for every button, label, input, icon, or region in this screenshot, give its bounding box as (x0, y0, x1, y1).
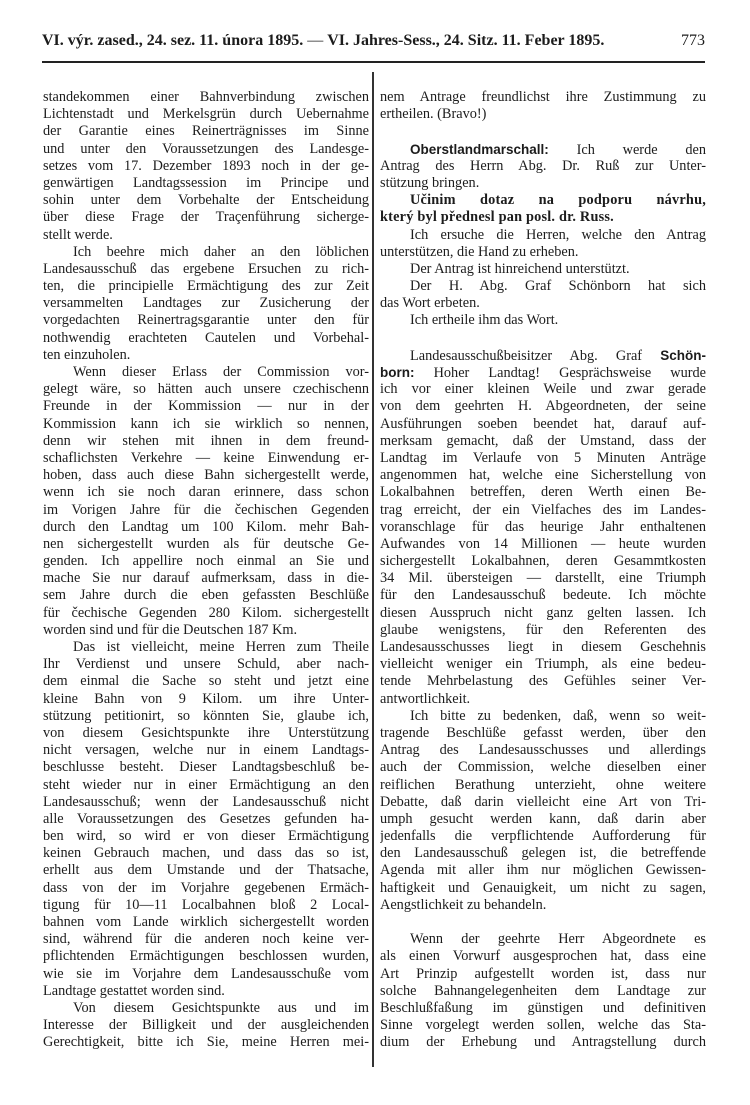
line-text: haftigkeit und Genauigkeit, um nicht zu sagen, (380, 879, 706, 896)
line-text: Beschlußfaßung im günstigen und definitiven (380, 999, 706, 1016)
text-line (380, 553, 706, 570)
line-text: unterstützen, die Hand zu erheben. (380, 243, 579, 260)
line-text: diesen Ausspruch nicht ganz gelten lassen. Ich (380, 604, 706, 621)
text-line (43, 141, 369, 158)
line-text: umph gesucht werden kann, daß darin aber (380, 810, 706, 827)
header-separator: — (303, 32, 328, 49)
text-line (43, 845, 369, 862)
line-text: Ich bitte zu bedenken, daß, wenn so weit- (410, 707, 706, 724)
line-text: Landtage gestattet worden sind. (43, 982, 225, 999)
line-text: Učinim dotaz na podporu návrhu, (410, 192, 706, 209)
line-text: stützung petitionirt, so könnten Sie, glaube ich, (43, 707, 369, 724)
line-text: nicht versagen, welche nur in einem Landtags- (43, 742, 369, 759)
page-number: 773 (681, 32, 705, 49)
text-line (380, 656, 706, 673)
header-title (42, 32, 604, 50)
text-line (380, 364, 706, 381)
text-line (43, 158, 369, 175)
text-line (43, 192, 369, 209)
line-text: genden. Ich appellire noch einmal an Sie und (43, 553, 369, 570)
text-line (380, 484, 706, 501)
line-text: glaube wenigstens, für den Referenten des (380, 621, 706, 638)
text-line (380, 227, 706, 244)
paragraph-gap (380, 914, 706, 931)
line-text: Der Antrag ist hinreichend unterstützt. (410, 260, 630, 277)
line-text: als einen Vorwurf ausgesprochen hat, dass eine (380, 948, 706, 965)
line-text: und unter den Voraussetzungen des Landesge- (43, 140, 369, 157)
line-text: ten, die principielle Ermächtigung des zur Zeit (43, 278, 369, 295)
text-line (43, 244, 369, 261)
text-line (43, 605, 369, 622)
text-line (43, 175, 369, 192)
line-text: wie sie im Vorjahre dem Landesausschuße vom (43, 965, 369, 982)
text-line (380, 691, 706, 708)
text-line (380, 845, 706, 862)
running-header (42, 32, 705, 52)
line-text: Das ist vielleicht, meine Herren zum Theile (73, 639, 369, 655)
column-divider (372, 72, 374, 1067)
speaker-name: born: (380, 365, 415, 380)
line-text: který byl přednesl pan posl. dr. Russ. (380, 209, 614, 226)
text-line (43, 725, 369, 742)
line-text: Ihr Verdienst und unsere Schuld, aber nach- (43, 656, 369, 673)
text-line (380, 587, 706, 604)
text-line (380, 622, 706, 639)
text-line (43, 691, 369, 708)
text-line (43, 123, 369, 140)
text-line (380, 931, 706, 948)
text-line (43, 450, 369, 467)
line-text: Aengstlichkeit zu behandeln. (380, 896, 547, 913)
line-text: für čechische Gegenden 280 Kilom. sichergestellt (43, 604, 369, 621)
text-line (43, 484, 369, 501)
text-line (43, 639, 369, 656)
line-text: Kommission kann ich sie wirklich so nennen, (43, 415, 369, 432)
line-text: solche Bahnangelegenheiten dem Landtage zur (380, 982, 706, 999)
text-line (43, 209, 369, 226)
text-line (43, 519, 369, 536)
line-text: dass von der im Vorjahre gegebenen Ermäch- (43, 879, 369, 896)
text-line (43, 1034, 369, 1051)
line-text: sichergestellt Lokalbahnen, deren Gesammtkosten (380, 553, 706, 570)
line-text: sohin unter dem Vorbehalte der Entscheidung (43, 192, 369, 209)
left-column (43, 89, 369, 1052)
paragraph (43, 639, 369, 1000)
text-line (43, 227, 369, 244)
line-text: angenommen hat, welche eine Sicherstellung von (380, 467, 706, 484)
line-text: sem Jahre durch die eben gefassten Beschlüße (43, 587, 369, 604)
text-line (43, 742, 369, 759)
line-text: pflichtenden Ermächtigungen beschlossen wurden, (43, 948, 369, 965)
text-line (380, 708, 706, 725)
line-text: der Garantie eines Reinerträgnisses im Sinne (43, 123, 369, 140)
right-column (380, 89, 706, 1052)
line-text: kleine Bahn von 9 Kilom. um ihre Unter- (43, 690, 369, 707)
line-text: ben wird, so wird er von dieser Ermächtigung (43, 828, 369, 845)
text-line (380, 502, 706, 519)
text-line (43, 880, 369, 897)
line-text: das Wort erbeten. (380, 295, 480, 312)
line-text: Der H. Abg. Graf Schönborn hat sich (410, 278, 706, 295)
line-text: ertheilen. (Bravo!) (380, 106, 487, 123)
text-line (43, 811, 369, 828)
line-text: genwärtigen Landtagssession im Principe und (43, 174, 369, 191)
line-text: stützung bringen. (380, 174, 480, 191)
text-line (380, 1017, 706, 1034)
paragraph (43, 244, 369, 364)
line-text: durch den Landtag um 100 Kilom. mehr Bah- (43, 518, 369, 535)
line-text: Ich ertheile ihm das Wort. (410, 312, 559, 329)
line-text: Ich werde den (548, 141, 706, 158)
paragraph (380, 931, 706, 1051)
text-line (380, 261, 706, 278)
line-text: steht wieder nur in einer Ermächtigung an den (43, 776, 369, 793)
line-text: Wenn dieser Erlass der Commission vor- (73, 364, 369, 380)
text-line (380, 777, 706, 794)
text-line (380, 880, 706, 897)
text-line (43, 570, 369, 587)
header-title-german: VI. Jahres-Sess., 24. Sitz. 11. Feber 1895. (327, 32, 605, 49)
speaker-name: Schön- (660, 347, 706, 363)
line-text: von diesem Gesichtspunkte ihre Unterstützung (43, 724, 369, 741)
text-line (43, 1017, 369, 1034)
paragraph-gap (380, 123, 706, 140)
text-line (43, 828, 369, 845)
text-line (380, 862, 706, 879)
line-text: Gerechtigkeit, bitte ich Sie, meine Herren mei- (43, 1034, 369, 1051)
line-text: Landtag im Verlaufe von 5 Minuten Anträge (380, 449, 706, 466)
line-text: Landesausschußbeisitzer Abg. Graf (410, 347, 661, 364)
text-line (380, 398, 706, 415)
text-line (43, 931, 369, 948)
line-text: sind, während für die anderen noch keine ver- (43, 931, 369, 948)
text-line (43, 278, 369, 295)
text-line (43, 295, 369, 312)
text-line (380, 158, 706, 175)
line-text: nem Antrage freundlichst ihre Zustimmung zu (380, 89, 706, 105)
line-text: nothwendig erachteten Cautelen und Vorbehal- (43, 329, 369, 346)
line-text: Landesausschuß das ergebene Ersuchen zu rich- (43, 260, 369, 277)
text-line (43, 897, 369, 914)
text-line (380, 811, 706, 828)
line-text: standekommen einer Bahnverbindung zwischen (43, 89, 369, 105)
line-text: alle Voraussetzungen des Gesetzes gefunden ha- (43, 810, 369, 827)
text-line (380, 89, 706, 106)
text-line (380, 416, 706, 433)
line-text: Landesausschusses liegt in diesem Geschehnis (380, 639, 706, 655)
header-rule (42, 61, 705, 63)
speech-paragraph (380, 347, 706, 708)
text-line (43, 502, 369, 519)
line-text: antwortlichkeit. (380, 690, 471, 707)
text-line (380, 725, 706, 742)
text-line (43, 656, 369, 673)
line-text: versammelten Landtages zur Zusicherung der (43, 295, 369, 312)
paragraph (43, 364, 369, 639)
line-text: Art Prinzip aufgestellt worden ist, dass nur (380, 965, 706, 982)
text-line (43, 587, 369, 604)
text-line (380, 570, 706, 587)
line-text: ten einzuholen. (43, 346, 131, 363)
line-text: Ich beehre mich daher an den löblichen (73, 243, 369, 260)
text-line (380, 209, 706, 226)
line-text: wenn ich sie noch daran erinnere, dass schon (43, 484, 369, 501)
text-line (43, 983, 369, 1000)
line-text: Freunde in der Kommission — nur in der (43, 398, 369, 415)
text-line (43, 862, 369, 879)
line-text: vielleicht weniger ein Triumph, als eine bedeu- (380, 656, 706, 673)
line-text: Ich ersuche die Herren, welche den Antrag (410, 226, 706, 243)
line-text: stellt werde. (43, 226, 113, 243)
text-line (43, 106, 369, 123)
text-line (43, 948, 369, 965)
text-line (380, 106, 706, 123)
line-text: für den Landesausschuß bedeute. Ich möchte (380, 587, 706, 604)
line-text: erhellt aus dem Umstande und der Thatsache, (43, 862, 369, 879)
paragraph (380, 278, 706, 312)
line-text: Aufwandes von 14 Millionen — heute wurden (380, 535, 706, 552)
line-text: Debatte, daß darin vielleicht eine Art von Tri- (380, 793, 706, 810)
text-line (380, 742, 706, 759)
text-line (380, 794, 706, 811)
text-line (43, 467, 369, 484)
text-line (380, 192, 706, 209)
line-text: dium der Erhebung und Antragstellung durch (380, 1034, 706, 1051)
line-text: reiflichen Berathung unterzieht, ohne weitere (380, 776, 706, 793)
text-line (43, 1000, 369, 1017)
paragraph (380, 261, 706, 278)
line-text: schaflichsten Verkehre — keine Einwendung er- (43, 449, 369, 466)
text-line (43, 914, 369, 931)
line-text: bahnen vom Lande wirklich sichergestellt worden (43, 914, 369, 930)
line-text: Antrag des Herrn Abg. Dr. Ruß zur Unter- (380, 157, 706, 174)
line-text: tende Mehrbelastung des Gefühles seiner Ver- (380, 673, 706, 690)
line-text: 34 Mil. übersteigen — darstellt, eine Triumph (380, 570, 706, 587)
text-line (380, 828, 706, 845)
line-text: Agenda mit aller ihm nur möglichen Gewissen- (380, 862, 706, 879)
text-line (43, 347, 369, 364)
text-line (43, 381, 369, 398)
text-line (43, 261, 369, 278)
text-line (43, 312, 369, 329)
text-line (380, 433, 706, 450)
line-text: Hoher Landtag! Gesprächsweise wurde (414, 365, 706, 381)
line-text: den Landesausschuß gelegen ist, die betreffende (380, 845, 706, 862)
header-title-czech: VI. výr. zased., 24. sez. 11. února 1895. (42, 32, 304, 49)
line-text: vorgedachten Reinertragsgarantie unter den für (43, 312, 369, 329)
text-line (380, 381, 706, 398)
text-line (380, 759, 706, 776)
text-line (380, 639, 706, 656)
line-text: von dem geehrten H. Abgeordneten, der seine (380, 398, 706, 415)
text-line (43, 673, 369, 690)
line-text: hoben, dass auch diese Bahn sichergestellt werde, (43, 467, 369, 484)
line-text: setzes vom 17. Dezember 1893 noch in der ge- (43, 157, 369, 174)
line-text: im Vorigen Jahre für die čechischen Gegenden (43, 501, 369, 518)
text-line (43, 622, 369, 639)
line-text: denn wir stehen mit ihnen in dem freund- (43, 432, 369, 449)
text-line (380, 312, 706, 329)
line-text: jedenfalls die verpflichtende Aufforderung für (380, 828, 706, 845)
text-line (43, 708, 369, 725)
text-line (43, 794, 369, 811)
paragraph (43, 89, 369, 244)
paragraph (380, 708, 706, 914)
text-line (43, 759, 369, 776)
paragraph-gap (380, 330, 706, 347)
text-line (380, 1034, 706, 1051)
text-line (380, 673, 706, 690)
line-text: ich vor einer kleinen Weile und zwar gerade (380, 381, 706, 398)
text-line (380, 244, 706, 261)
line-text: auch der Commission, welche dieselben einer (380, 759, 706, 776)
text-line (380, 897, 706, 914)
line-text: nen sichergestellt wurden als für deutsche Ge- (43, 535, 369, 552)
line-text: über diese Frage der Traçenführung sicherge- (43, 209, 369, 226)
text-line (380, 1000, 706, 1017)
line-text: tigung für 10—11 Localbahnen bloß 2 Local- (43, 896, 369, 913)
text-line (380, 519, 706, 536)
text-line (43, 330, 369, 347)
text-line (43, 966, 369, 983)
text-line (380, 605, 706, 622)
text-line (380, 467, 706, 484)
text-line (43, 416, 369, 433)
paragraph (380, 192, 706, 226)
text-line (380, 536, 706, 553)
line-text: Sinne vorgelegt werden sollen, welche das Sta- (380, 1017, 706, 1034)
text-line (43, 536, 369, 553)
line-text: Lokalbahnen betreffen, deren Werth einen Be- (380, 484, 706, 501)
line-text: Lichtenstadt und Merkelsgrün durch Uebernahme (43, 106, 369, 123)
text-line (43, 553, 369, 570)
text-line (380, 347, 706, 364)
line-text: trag erreicht, der ein Vielfaches des im Landes- (380, 501, 706, 518)
line-text: worden sind und für die Deutschen 187 Km. (43, 621, 298, 638)
line-text: mache Sie nur darauf aufmerksam, dass in die- (43, 570, 369, 587)
paragraph (380, 89, 706, 123)
text-line (43, 777, 369, 794)
text-line (43, 398, 369, 415)
line-text: beschlusse besteht. Dieser Landtagsbeschluß be- (43, 759, 369, 776)
line-text: Interesse der Billigkeit und der ausgleichenden (43, 1017, 369, 1034)
line-text: Landesausschuß; wenn der Landesausschuß nicht (43, 793, 369, 810)
text-line (380, 966, 706, 983)
line-text: Von diesem Gesichtspunkte aus und im (73, 999, 369, 1016)
line-text: tragende Beschlüße gefasst werden, über den (380, 724, 706, 741)
text-line (380, 295, 706, 312)
text-line (43, 433, 369, 450)
text-line (380, 278, 706, 295)
line-text: Wenn der geehrte Herr Abgeordnete es (410, 931, 706, 948)
text-line (380, 141, 706, 158)
text-line (43, 89, 369, 106)
line-text: dem einmal die Sache so steht und jetzt eine (43, 673, 369, 690)
line-text: Antrag des Landesausschusses und allerdings (380, 742, 706, 759)
speech-paragraph (380, 141, 706, 193)
speaker-name: Oberstlandmarschall: (410, 141, 549, 157)
text-line (380, 983, 706, 1000)
paragraph (380, 227, 706, 261)
line-text: merksam gemacht, daß der Umstand, dass der (380, 432, 706, 449)
paragraph (43, 1000, 369, 1052)
text-line (380, 450, 706, 467)
text-line (380, 948, 706, 965)
line-text: gelegt wäre, so hätten auch unsere czechischenn (43, 381, 369, 398)
text-line (43, 364, 369, 381)
line-text: voranschlage für das heurige Jahr enthaltenen (380, 518, 706, 535)
line-text: Ausführungen soeben beendet hat, darauf auf- (380, 415, 706, 432)
text-line (380, 175, 706, 192)
line-text: keinen Gebrauch machen, und dass das so ist, (43, 845, 369, 862)
paragraph (380, 312, 706, 329)
